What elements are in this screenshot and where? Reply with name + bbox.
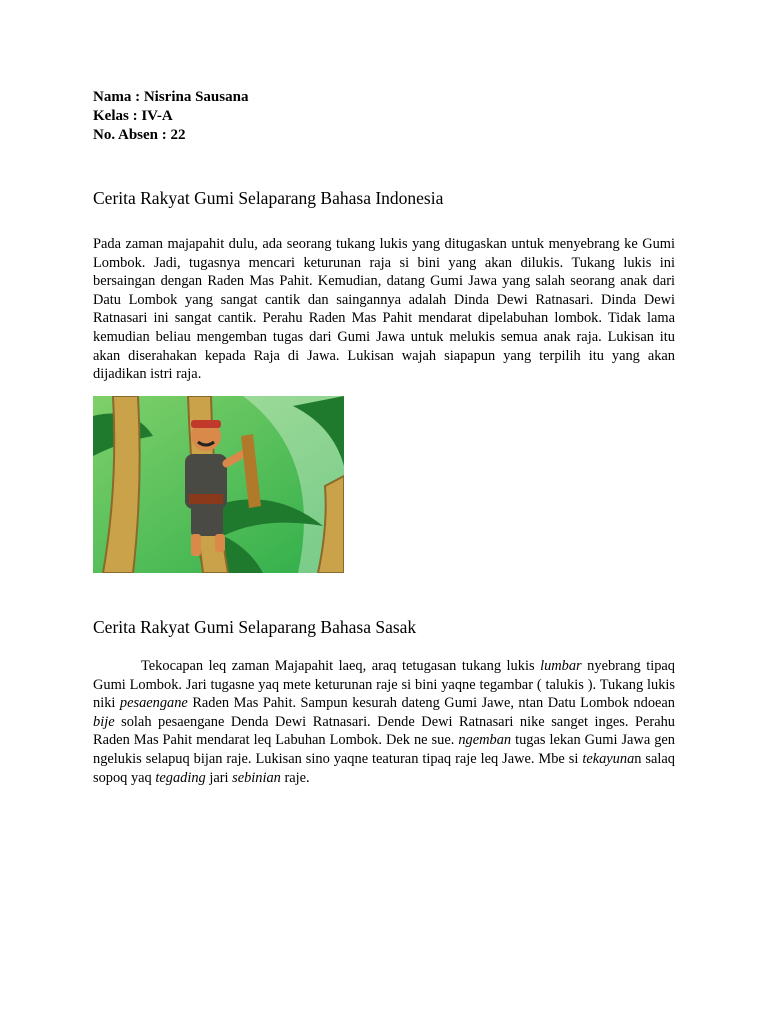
text-segment: solah pesaengane Denda Dewi Ratnasari. Dende Dewi Ratnasari nike sanget inges. Perahu Raden Mas Pahit mendarat leq Labuhan Lombok. Dek ne sue.	[93, 713, 675, 749]
man-leg-foot	[215, 534, 225, 552]
text-segment: n salaq sopoq yaq	[93, 750, 675, 786]
man-headband	[191, 420, 221, 428]
italic-term: tegading	[155, 769, 206, 786]
italic-term: pesaengane	[119, 695, 188, 712]
text-segment: Raden Mas Pahit. Sampun kesurah dateng Gumi Jawe, ntan Datu Lombok ndoean	[187, 695, 675, 712]
text-segment: Tekocapan leq zaman Majapahit laeq, araq tetugasan tukang lukis	[141, 658, 541, 674]
italic-term: ngemban	[458, 732, 512, 749]
man-leg-foot	[191, 534, 201, 556]
student-info	[93, 88, 248, 145]
student-absen: No. Absen : 22	[93, 127, 186, 143]
student-name: Nama : Nisrina Sausana	[93, 89, 249, 105]
student-class: Kelas : IV-A	[93, 108, 173, 124]
italic-term: sebinian	[232, 769, 281, 786]
italic-term: tekayuna	[582, 750, 635, 767]
story-illustration	[93, 396, 344, 573]
italic-term: lumbar	[540, 658, 582, 674]
italic-term: bije	[93, 713, 115, 730]
man-sash	[189, 494, 223, 504]
heading-sasak: Cerita Rakyat Gumi Selaparang Bahasa Sasak	[93, 617, 417, 637]
paragraph-indonesia: Pada zaman majapahit dulu, ada seorang tukang lukis yang ditugaskan untuk menyebrang ke Gumi Lombok. Jadi, tugasnya mencari keturunan raja si bini yang akan dilukis. Tukang lukis ini bersaingan dengan Raden Mas Pahit. Kemudian, datang Gumi Jawa yang salah seorang anak dari Datu Lombok yang sangat cantik dan saingannya adalah Dinda Dewi Ratnasari. Dinda Dewi Ratnasari ini sangat cantik. Perahu Raden Mas Pahit mendarat dipelabuhan lombok. Tidak lama kemudian beliau mengemban tugas dari Gumi Jawa untuk melukis semua anak raja. Lukisan itu akan diserahakan kepada Raja di Jawa. Lukisan wajah siapapun yang terpilih itu yang akan dijadikan istri raja.	[93, 236, 675, 383]
text-segment: raje.	[280, 769, 310, 786]
text-segment: tugas lekan Gumi Jawa gen ngelukis selapuq bijan raje. Lukisan sino yaqne teaturan tipaq raje leq Jawe. Mbe si	[93, 732, 675, 767]
text-segment: nyebrang tipaq Gumi Lombok. Jari tugasne yaq mete keturunan raje si bini yaqne tegambar ( talukis ). Tukang lukis niki	[93, 658, 676, 712]
illustration-svg	[93, 396, 344, 573]
paragraph-sasak	[93, 657, 675, 787]
heading-indonesia: Cerita Rakyat Gumi Selaparang Bahasa Indonesia	[93, 188, 444, 208]
man-legs	[191, 506, 223, 536]
text-segment: jari	[205, 769, 233, 786]
